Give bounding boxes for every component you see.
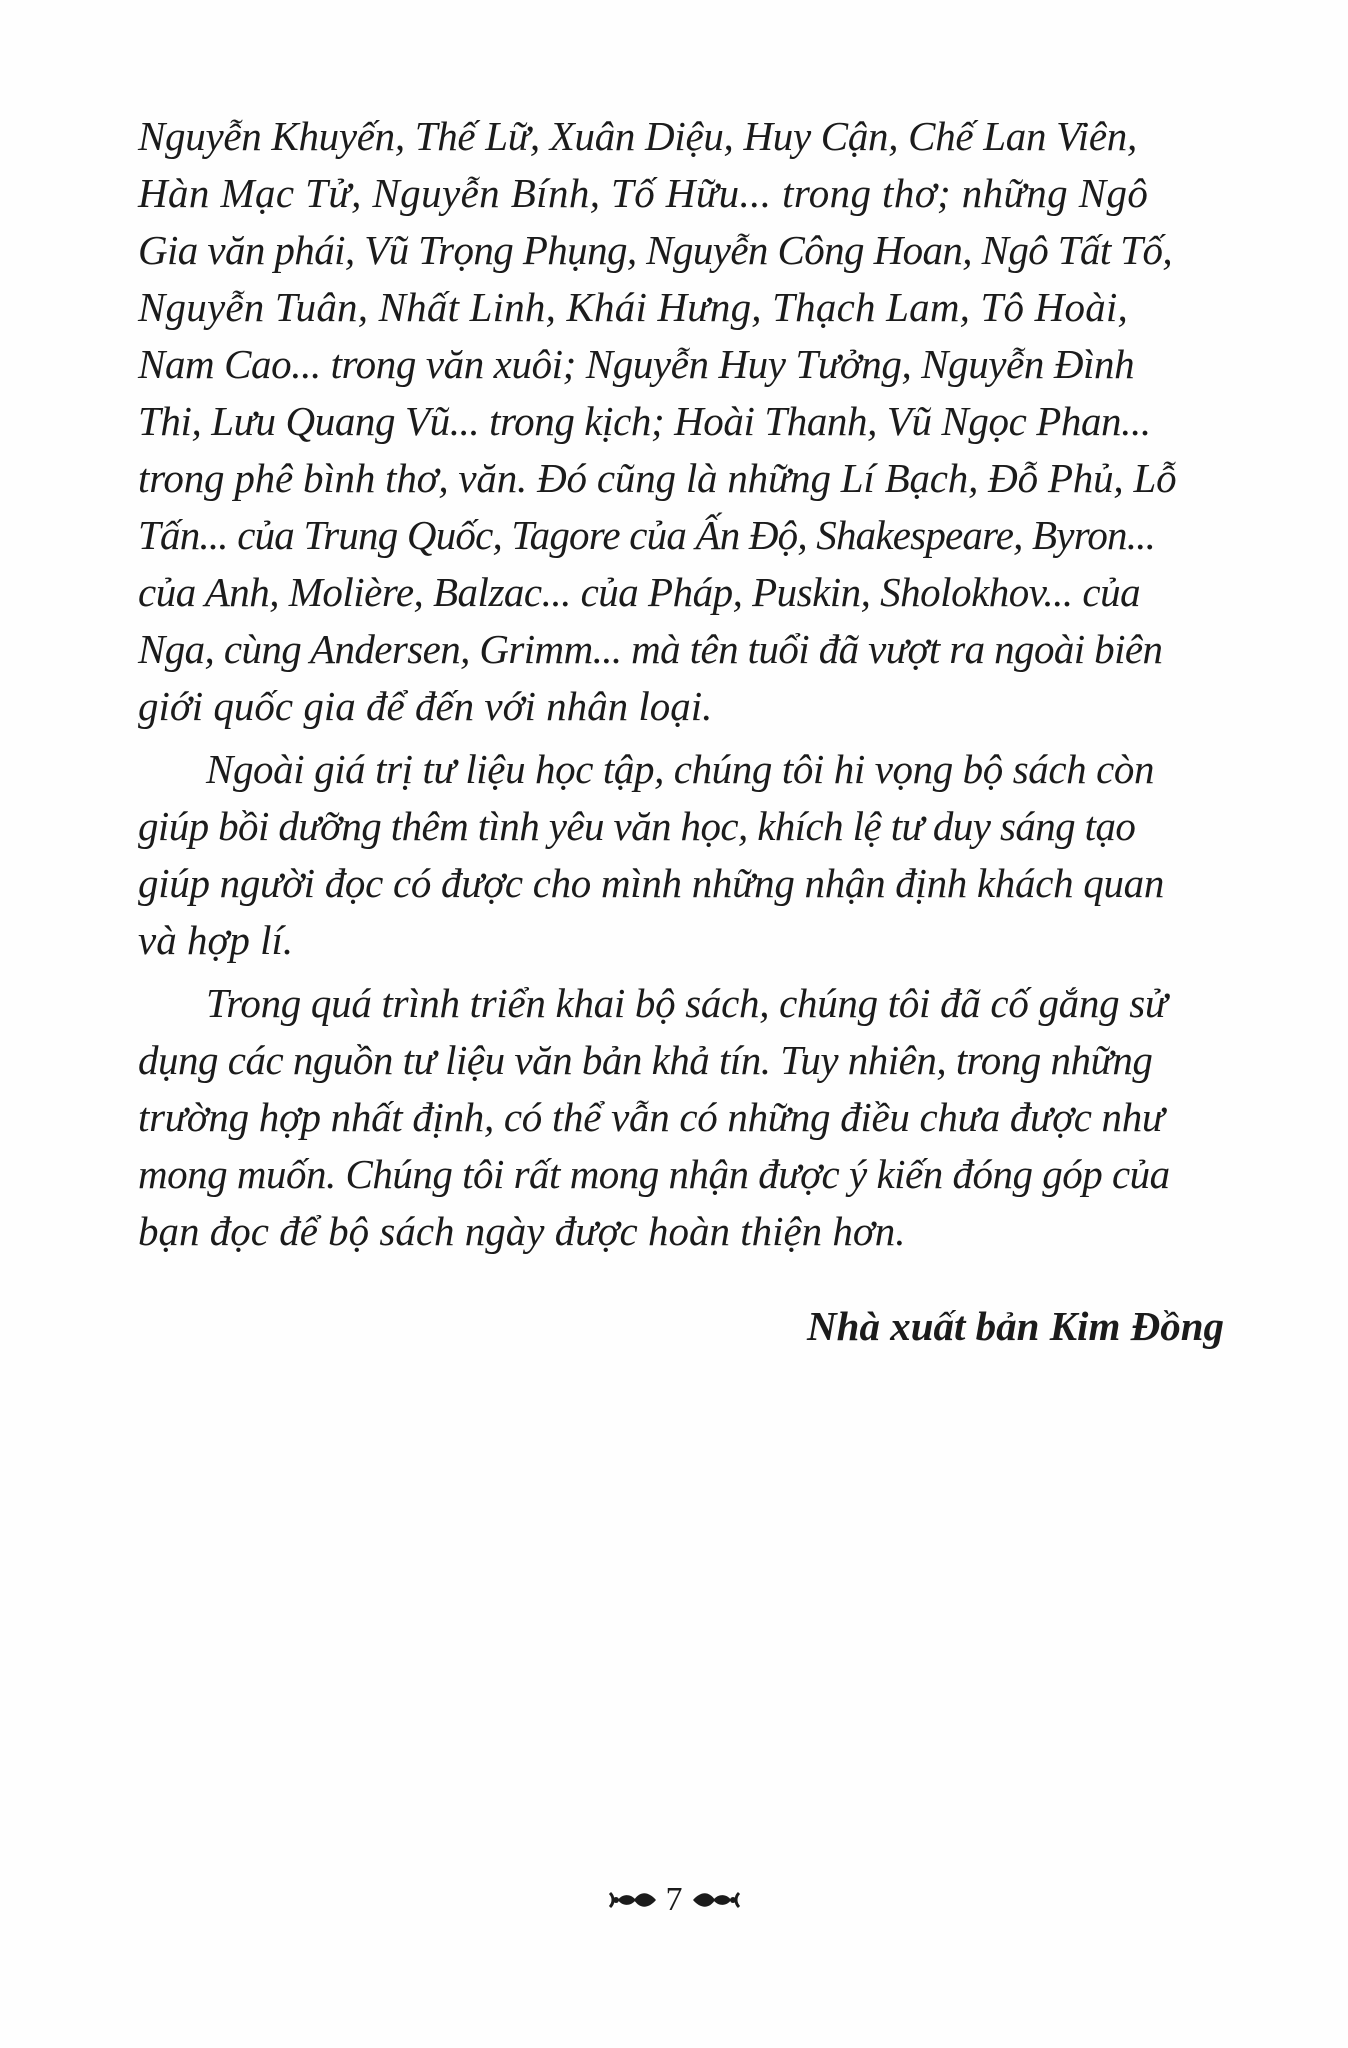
text-line: trường hợp nhất định, có thể vẫn có những điều chưa được như (138, 1094, 1164, 1140)
text-line: dụng các nguồn tư liệu văn bản khả tín. Tuy nhiên, trong những (138, 1037, 1153, 1083)
paragraph-2 (138, 741, 1226, 969)
text-line: giới quốc gia để đến với nhân loại. (138, 683, 713, 729)
text-line: Tấn... của Trung Quốc, Tagore của Ấn Độ, Shakespeare, Byron... (138, 512, 1156, 558)
text-line: Nam Cao... trong văn xuôi; Nguyễn Huy Tưởng, Nguyễn Đình (138, 341, 1135, 387)
page-footer (0, 1880, 1348, 1920)
paragraph-1 (138, 108, 1226, 735)
left-ornament-icon (606, 1885, 660, 1915)
text-line: Hàn Mạc Tử, Nguyễn Bính, Tố Hữu... trong thơ; những Ngô (138, 170, 1149, 216)
text-line: Ngoài giá trị tư liệu học tập, chúng tôi hi vọng bộ sách còn (206, 746, 1155, 792)
text-line: Nguyễn Tuân, Nhất Linh, Khái Hưng, Thạch Lam, Tô Hoài, (138, 284, 1128, 330)
right-ornament-icon (689, 1885, 743, 1915)
publisher-signature: Nhà xuất bản Kim Đồng (807, 1303, 1224, 1349)
text-line: của Anh, Molière, Balzac... của Pháp, Puskin, Sholokhov... của (138, 569, 1141, 615)
text-line: và hợp lí. (138, 917, 294, 963)
text-line: Nguyễn Khuyến, Thế Lữ, Xuân Diệu, Huy Cận, Chế Lan Viên, (138, 113, 1137, 159)
text-line: giúp bồi dưỡng thêm tình yêu văn học, khích lệ tư duy sáng tạo (138, 803, 1136, 849)
text-line: giúp người đọc có được cho mình những nhận định khách quan (138, 860, 1165, 906)
paragraph-3 (138, 975, 1226, 1260)
text-line: trong phê bình thơ, văn. Đó cũng là những Lí Bạch, Đỗ Phủ, Lỗ (138, 455, 1177, 501)
text-line: mong muốn. Chúng tôi rất mong nhận được ý kiến đóng góp của (138, 1151, 1170, 1197)
text-line: Gia văn phái, Vũ Trọng Phụng, Nguyễn Công Hoan, Ngô Tất Tố, (138, 227, 1173, 273)
body-text (138, 108, 1226, 1260)
text-line: Nga, cùng Andersen, Grimm... mà tên tuổi đã vượt ra ngoài biên (138, 626, 1163, 672)
page-number: 7 (665, 1881, 683, 1918)
text-line: Trong quá trình triển khai bộ sách, chúng tôi đã cố gắng sử (206, 980, 1167, 1026)
text-line: Thi, Lưu Quang Vũ... trong kịch; Hoài Thanh, Vũ Ngọc Phan... (138, 398, 1151, 444)
text-line: bạn đọc để bộ sách ngày được hoàn thiện hơn. (138, 1208, 906, 1254)
